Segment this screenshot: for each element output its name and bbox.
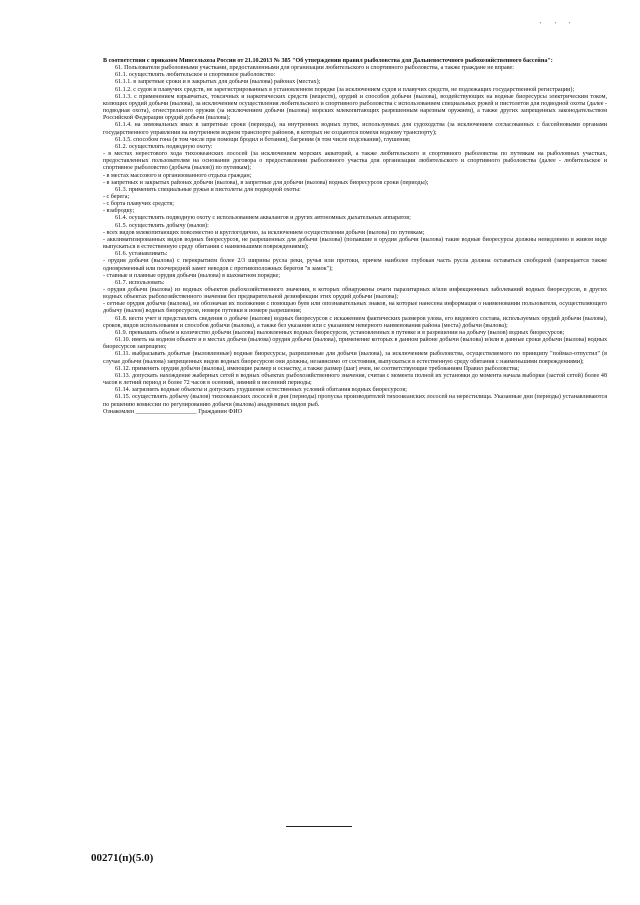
paragraph: 61.1.3. с применением взрывчатых, токсичных и наркотических средств (веществ), орудий и способов добычи (вылова), воздействующих на водные биоресурсы электрическим током, колющих орудий добычи (вылова), за исключением осуществления любительского и спортивного рыболовства с использованием специальных ружей и пистолетов для подводной охоты (далее - подводная охота), огнестрельного оружия (за исключением добычи (вылова) морских млекопитающих разрешенным нарезным оружием), а также других запрещенных законодательством Российской Федерации орудий добычи (вылова); (103, 93, 607, 122)
paragraph: 61.13. допускать нахождение жаберных сетей в водных объектах рыбохозяйственного значения, считая с момента полной их установки до момента начала выборки (застой сетей) более 48 часов в летний период и более 72 часов в осенний, зимний и весенний периоды; (103, 372, 607, 387)
document-number: 00271(п)(5.0) (91, 852, 154, 864)
paragraph: 61.7. использовать: (115, 279, 165, 286)
paragraph: - всех видов млекопитающих повсеместно и круглогодично, за исключением осуществления добычи (вылова) по путевкам; (103, 229, 425, 236)
paragraph: - акклиматизированных видов водных биоресурсов, не разрешенных для добычи (вылова) (попавшие в орудия добычи (вылова) такие водные биоресурсы должны немедленно в живом виде выпускаться в естественную среду обитания с наименьшими повреждениями); (103, 236, 607, 251)
paragraph: - орудия добычи (вылова) с перекрытием более 2/3 ширины русла реки, ручья или протоки, причем наиболее глубокая часть русла должна оставаться свободной (запрещается также одновременный или поочередной замет неводов с противоположных берегов "в замок"); (103, 258, 607, 272)
paragraph: 61.9. превышать объем и количество добычи (вылова) выловленных водных биоресурсов, установленных в путевке и в разрешении на добычу (вылов) водных биоресурсов; (115, 329, 565, 336)
paragraph: - ставные и плавные орудия добычи (вылова) в шахматном порядке; (103, 272, 281, 279)
paragraph: - в запретных и закрытых районах добычи (вылова), в запретные для добычи (вылова) водных биоресурсов сроки (периоды); (103, 179, 429, 186)
paragraph: 61.14. загрязнять водные объекты и допускать ухудшение естественных условий обитания водных биоресурсов; (115, 387, 407, 394)
paragraph: 61.4. осуществлять подводную охоту с использованием аквалангов и других автономных дыхательных аппаратов; (115, 215, 411, 222)
paragraph: 61. Пользователи рыболовными участками, предоставленными для организации любительского и спортивного рыболовства, а также граждане не вправе: (115, 65, 514, 72)
document-body (103, 58, 607, 416)
paragraph: 61.6. устанавливать: (115, 251, 168, 258)
paragraph: 61.1. осуществлять любительское и спортивное рыболовство: (115, 72, 276, 79)
paragraph: 61.11. выбрасывать добытые (выловленные) водные биоресурсы, разрешенные для добычи (вылова), за исключением рыболовства, осуществляемого по принципу "поймал-отпустил" (в случае добычи (вылова) запрещенных видов водных биоресурсов они должны, независимо от состояния, выпускаться в естественную среду обитания с наименьшими повреждениями); (103, 351, 607, 365)
paragraph: - с борта плавучих средств; (103, 201, 174, 208)
paragraph: - в местах нерестового хода тихоокеанских лососей (за исключением морских акваторий, а также любительского и спортивного рыболовства по путевкам на рыболовных участках, предоставленных пользователям на основании договора о предоставлении рыболовного участка для организации любительского и спортивного рыболовства (далее - любительское и спортивное рыболовство (добыча (вылов)) по путевкам); (103, 151, 607, 172)
paragraph: 61.1.4. на зимовальных ямах в запретные сроки (периоды), на внутренних водных путях, используемых для судоходства (за исключением согласованных с бассейновыми органами государственного управления на внутреннем водном транспорте районов, в которых не создаются помехи водному транспорту); (103, 122, 607, 136)
document-header: В соответствии с приказом Минсельхоза России от 21.10.2013 № 385 "Об утверждении правил рыболовства для Дальневосточного рыбохозяйственного бассейна": (103, 58, 553, 64)
paragraph: 61.1.5. способом гона (в том числе при помощи бродил и ботания), багрения (в том числе подсекания), глушения; (115, 136, 411, 143)
paragraph: 61.8. вести учет и представлять сведения о добыче (вылове) водных биоресурсов с искажением фактических размеров улова, его видового состава, используемых орудий добычи (вылова), сроков, видов использования и способов добычи (вылова), а также без указания или с указанием неверного наименования района (места) добычи (вылова); (103, 315, 607, 329)
paragraph: - орудия добычи (вылова) из водных объектов рыбохозяйственного значения, в которых обнаружены очаги паразитарных и/или инфекционных заболеваний водных биоресурсов, в других водных объектах рыбохозяйственного значения без предварительной дезинфекции этих орудий добычи (вылова); (103, 287, 607, 301)
paragraph: 61.1.2. с судов и плавучих средств, не зарегистрированных в установленном порядке (за исключением судов и плавучих средств, не подлежащих государственной регистрации); (115, 86, 575, 93)
signature-line: Ознакомлен ____________________ Гражданин ФИО (103, 408, 243, 415)
signature-rule (286, 826, 352, 827)
paragraph: - с берега; (103, 193, 130, 200)
paragraph: 61.12. применять орудия добычи (вылова), имеющие размер и оснастку, а также размер (шаг) ячеи, не соответствующие требованиям Правил рыболовства; (115, 365, 520, 372)
paragraph: 61.5. осуществлять добычу (вылов): (115, 222, 209, 229)
paragraph: 61.10. иметь на водном объекте и в местах добычи (вылова) орудия добычи (вылова), применение которых в данном районе добычи (вылова) и/или в данные сроки добычи (вылова) водных биоресурсов запрещено; (103, 337, 607, 351)
paragraph: - взабродку; (103, 208, 135, 215)
corner-mark: ' ' ' (540, 22, 577, 28)
paragraph: - в местах массового и организованного отдыха граждан; (103, 172, 252, 179)
paragraph: 61.3. применять специальные ружья и пистолеты для подводной охоты: (115, 186, 301, 193)
paragraph-list (103, 65, 607, 409)
paragraph: 61.15. осуществлять добычу (вылов) тихоокеанских лососей в дни (периоды) пропуска производителей тихоокеанских лососей на нерестилища. Указанные дни (периоды) устанавливаются по решению комиссии по регулированию добычи (вылова) анадромных видов рыб. (103, 394, 607, 408)
paragraph: 61.1.1. в запретные сроки и в закрытых для добычи (вылова) районах (местах); (115, 79, 321, 86)
paragraph: 61.2. осуществлять подводную охоту: (115, 143, 213, 150)
paragraph: - сетные орудия добычи (вылова), не обозначая их положения с помощью буев или опознавательных знаков, на которые нанесена информация о наименовании пользователя, осуществляющего добычу (вылов) водных биоресурсов, номере путевки и номере разрешения; (103, 301, 607, 315)
